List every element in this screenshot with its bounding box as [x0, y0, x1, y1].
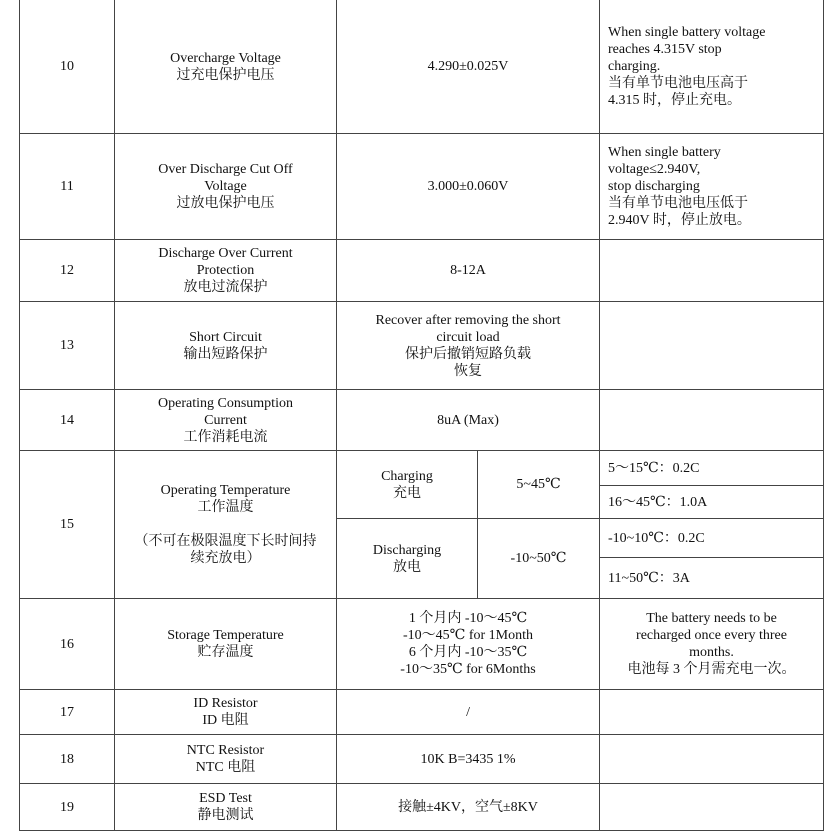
table-row: [20, 599, 824, 690]
row-number: 12: [20, 240, 115, 302]
row-number: 18: [20, 735, 115, 784]
table-row: [20, 784, 824, 831]
item-remark: [600, 784, 824, 831]
item-value: 3.000±0.060V: [337, 134, 600, 240]
table-row: [20, 134, 824, 240]
discharging-range: -10~50℃: [478, 519, 600, 599]
row-number: 16: [20, 599, 115, 690]
item-value: 4.290±0.025V: [337, 0, 600, 134]
table-row: [20, 0, 824, 134]
item-remark: [600, 390, 824, 451]
item-name-text: Operating Temperature 工作温度: [160, 483, 291, 515]
table-row: [20, 390, 824, 451]
item-remark: [600, 735, 824, 784]
row-number: 19: [20, 784, 115, 831]
table-row: [20, 690, 824, 735]
item-name: Over Discharge Cut Off Voltage 过放电保护电压: [115, 134, 337, 240]
item-value: 接触±4KV，空气±8KV: [337, 784, 600, 831]
table-row: [20, 302, 824, 390]
item-value: 8-12A: [337, 240, 600, 302]
row-number: 17: [20, 690, 115, 735]
row-number: 11: [20, 134, 115, 240]
item-name: Overcharge Voltage 过充电保护电压: [115, 0, 337, 134]
item-name: [115, 451, 337, 599]
item-name: Discharge Over Current Protection 放电过流保护: [115, 240, 337, 302]
row-number: 14: [20, 390, 115, 451]
item-name: ESD Test 静电测试: [115, 784, 337, 831]
charging-range: 5~45℃: [478, 451, 600, 519]
item-remark: The battery needs to be recharged once every three months. 电池每 3 个月需充电一次。: [600, 599, 824, 690]
discharging-condition: -10~10℃：0.2C: [600, 519, 824, 558]
row-number: 10: [20, 0, 115, 134]
charging-label: Charging 充电: [337, 451, 478, 519]
item-name: Storage Temperature 贮存温度: [115, 599, 337, 690]
discharging-condition: 11~50℃：3A: [600, 558, 824, 599]
table-row: [20, 735, 824, 784]
item-remark: [600, 302, 824, 390]
battery-spec-table: [19, 0, 824, 831]
charging-condition: 16～45℃：1.0A: [600, 486, 824, 519]
charging-condition: 5～15℃：0.2C: [600, 451, 824, 486]
item-value: /: [337, 690, 600, 735]
item-remark: [600, 690, 824, 735]
item-remark: When single battery voltage reaches 4.315V stop charging. 当有单节电池电压高于 4.315 时，停止充电。: [600, 0, 824, 134]
row-number: 13: [20, 302, 115, 390]
item-name: Short Circuit 输出短路保护: [115, 302, 337, 390]
item-value: 10K B=3435 1%: [337, 735, 600, 784]
table-row: [20, 451, 824, 486]
item-value: 8uA (Max): [337, 390, 600, 451]
item-name: NTC Resistor NTC 电阻: [115, 735, 337, 784]
item-name: ID Resistor ID 电阻: [115, 690, 337, 735]
table-row: [20, 240, 824, 302]
row-number: 15: [20, 451, 115, 599]
item-remark: When single battery voltage≤2.940V, stop discharging 当有单节电池电压低于 2.940V 时，停止放电。: [600, 134, 824, 240]
item-name: Operating Consumption Current 工作消耗电流: [115, 390, 337, 451]
item-value: Recover after removing the short circuit load 保护后撤销短路负载 恢复: [337, 302, 600, 390]
item-remark: [600, 240, 824, 302]
item-value: 1 个月内 -10～45℃ -10～45℃ for 1Month 6 个月内 -10～35℃ -10～35℃ for 6Months: [337, 599, 600, 690]
discharging-label: Discharging 放电: [337, 519, 478, 599]
item-name-note: （不可在极限温度下长时间持 续充放电）: [134, 534, 317, 566]
